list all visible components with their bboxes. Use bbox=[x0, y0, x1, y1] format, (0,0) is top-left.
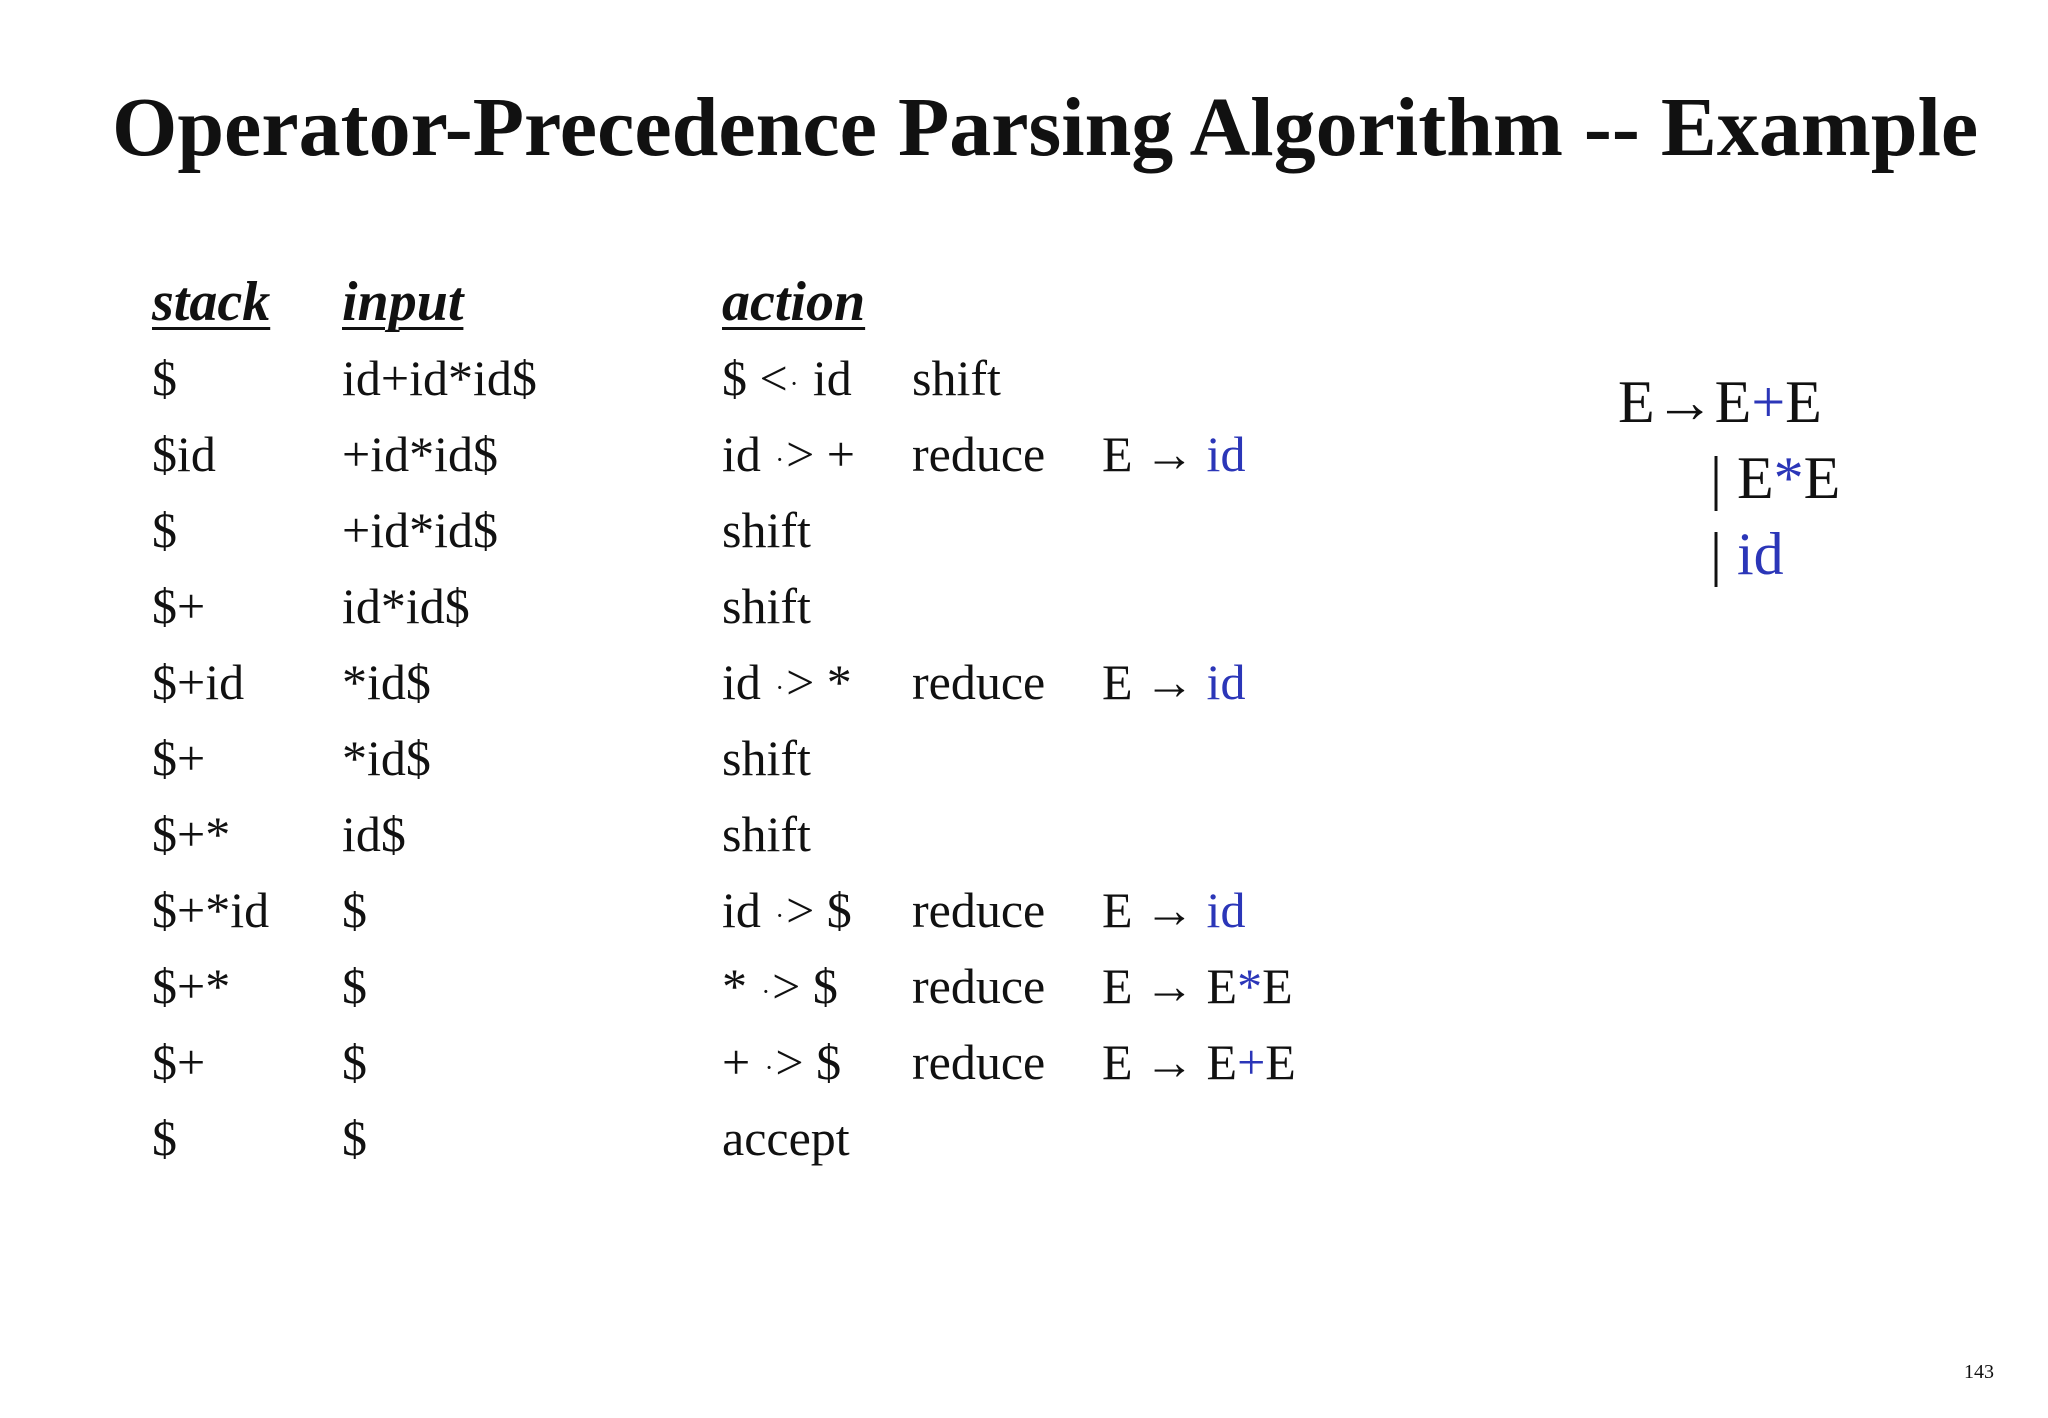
cell-input: id+id*id$ bbox=[342, 350, 537, 406]
cell-input: $ bbox=[342, 882, 367, 938]
table-row bbox=[152, 416, 1362, 492]
cell-input: id$ bbox=[342, 806, 406, 862]
relation-dot: · bbox=[764, 1053, 774, 1082]
table-row bbox=[152, 1024, 1362, 1100]
relation-operator: < bbox=[759, 350, 788, 406]
table-row bbox=[152, 872, 1362, 948]
grammar-symbol: E bbox=[1737, 445, 1774, 511]
relation-left: id bbox=[722, 654, 761, 710]
cell-relation bbox=[722, 1100, 912, 1176]
cell-stack: $+ bbox=[152, 1034, 206, 1090]
cell-action bbox=[912, 796, 1102, 872]
grammar-line bbox=[1618, 440, 1840, 516]
grammar-line bbox=[1618, 516, 1840, 592]
cell-input: $ bbox=[342, 1110, 367, 1166]
grammar-symbol: E bbox=[1785, 369, 1822, 435]
relation-dot: · bbox=[789, 369, 799, 398]
cell-relation bbox=[722, 948, 912, 1024]
relation-right: $ bbox=[816, 1034, 842, 1090]
production-lhs: E bbox=[1102, 426, 1133, 482]
cell-input: *id$ bbox=[342, 730, 431, 786]
relation-right: * bbox=[826, 654, 852, 710]
grammar-definition bbox=[1618, 364, 1840, 592]
production-lhs: E bbox=[1102, 958, 1133, 1014]
cell-stack: $ bbox=[152, 502, 177, 558]
cell-input: id*id$ bbox=[342, 578, 470, 634]
relation-dot: · bbox=[761, 977, 771, 1006]
cell-action bbox=[912, 1100, 1102, 1176]
relation-dot: · bbox=[775, 901, 785, 930]
grammar-symbol: E bbox=[1714, 369, 1752, 435]
production-lhs: E bbox=[1102, 654, 1133, 710]
table-row bbox=[152, 720, 1362, 796]
cell-action: reduce bbox=[912, 426, 1046, 482]
grammar-line bbox=[1618, 364, 1840, 440]
relation-left: shift bbox=[722, 806, 811, 862]
cell-relation bbox=[722, 720, 912, 796]
arrow-icon: → bbox=[1144, 958, 1195, 1014]
cell-input: $ bbox=[342, 1034, 367, 1090]
cell-production bbox=[1102, 796, 1362, 872]
relation-right: $ bbox=[812, 958, 838, 1014]
production-symbol: E bbox=[1262, 958, 1293, 1014]
production-symbol: E bbox=[1265, 1034, 1296, 1090]
cell-stack: $+* bbox=[152, 958, 231, 1014]
production-symbol: id bbox=[1206, 882, 1246, 938]
cell-production bbox=[1102, 416, 1362, 492]
table-row bbox=[152, 340, 1362, 416]
grammar-symbol: * bbox=[1773, 445, 1804, 511]
cell-input: +id*id$ bbox=[342, 426, 498, 482]
relation-right: id bbox=[812, 350, 852, 406]
cell-production bbox=[1102, 948, 1362, 1024]
grammar-symbol: | bbox=[1710, 521, 1738, 587]
relation-operator: > bbox=[786, 654, 815, 710]
production-symbol: id bbox=[1206, 426, 1246, 482]
header-spacer-2 bbox=[1102, 264, 1362, 340]
production-symbol: E bbox=[1206, 1034, 1238, 1090]
production-lhs: E bbox=[1102, 1034, 1133, 1090]
relation-left: shift bbox=[722, 502, 811, 558]
grammar-symbol: id bbox=[1737, 521, 1784, 587]
relation-left: id bbox=[722, 426, 761, 482]
cell-action bbox=[912, 568, 1102, 644]
header-action: action bbox=[722, 271, 866, 333]
cell-production bbox=[1102, 720, 1362, 796]
relation-left: + bbox=[722, 1034, 751, 1090]
relation-left: shift bbox=[722, 578, 811, 634]
cell-relation bbox=[722, 796, 912, 872]
grammar-symbol: E bbox=[1618, 369, 1655, 435]
production-symbol: id bbox=[1206, 654, 1246, 710]
header-stack: stack bbox=[152, 271, 271, 333]
cell-action bbox=[912, 492, 1102, 568]
cell-action bbox=[912, 720, 1102, 796]
cell-production bbox=[1102, 568, 1362, 644]
parse-trace-table bbox=[152, 264, 1362, 1176]
cell-stack: $+ bbox=[152, 730, 206, 786]
grammar-symbol: + bbox=[1751, 369, 1786, 435]
arrow-icon: → bbox=[1144, 426, 1195, 482]
cell-relation bbox=[722, 1024, 912, 1100]
cell-input: *id$ bbox=[342, 654, 431, 710]
table-header-row bbox=[152, 264, 1362, 340]
cell-relation bbox=[722, 416, 912, 492]
relation-left: id bbox=[722, 882, 761, 938]
relation-left: $ bbox=[722, 350, 747, 406]
cell-production bbox=[1102, 1024, 1362, 1100]
header-input: input bbox=[342, 271, 464, 333]
relation-operator: > bbox=[786, 882, 815, 938]
page-number: 143 bbox=[1964, 1361, 1994, 1383]
cell-production bbox=[1102, 340, 1362, 416]
table-row bbox=[152, 796, 1362, 872]
cell-stack: $+ bbox=[152, 578, 206, 634]
cell-stack: $id bbox=[152, 426, 216, 482]
relation-operator: > bbox=[775, 1034, 804, 1090]
arrow-icon: → bbox=[1144, 882, 1195, 938]
grammar-symbol: | bbox=[1710, 445, 1738, 511]
table-row bbox=[152, 948, 1362, 1024]
production-symbol: + bbox=[1237, 1034, 1266, 1090]
relation-right: + bbox=[826, 426, 855, 482]
table-row bbox=[152, 568, 1362, 644]
relation-dot: · bbox=[775, 445, 785, 474]
table-row bbox=[152, 492, 1362, 568]
production-symbol: * bbox=[1237, 958, 1263, 1014]
arrow-icon: → bbox=[1144, 654, 1195, 710]
table-row bbox=[152, 1100, 1362, 1176]
cell-relation bbox=[722, 872, 912, 948]
cell-relation bbox=[722, 492, 912, 568]
cell-production bbox=[1102, 872, 1362, 948]
relation-operator: > bbox=[772, 958, 801, 1014]
relation-left: accept bbox=[722, 1110, 850, 1166]
cell-action: reduce bbox=[912, 958, 1046, 1014]
cell-production bbox=[1102, 1100, 1362, 1176]
table-row bbox=[152, 644, 1362, 720]
cell-stack: $+id bbox=[152, 654, 245, 710]
production-lhs: E bbox=[1102, 882, 1133, 938]
cell-input: +id*id$ bbox=[342, 502, 498, 558]
cell-stack: $+* bbox=[152, 806, 231, 862]
arrow-icon: → bbox=[1144, 1034, 1195, 1090]
cell-relation bbox=[722, 340, 912, 416]
grammar-symbol: E bbox=[1803, 445, 1841, 511]
cell-production bbox=[1102, 492, 1362, 568]
table-body bbox=[152, 340, 1362, 1176]
cell-relation bbox=[722, 568, 912, 644]
relation-operator: > bbox=[786, 426, 815, 482]
cell-action: reduce bbox=[912, 882, 1046, 938]
cell-action: shift bbox=[912, 350, 1001, 406]
cell-relation bbox=[722, 644, 912, 720]
cell-stack: $+*id bbox=[152, 882, 270, 938]
production-symbol: E bbox=[1206, 958, 1238, 1014]
cell-production bbox=[1102, 644, 1362, 720]
slide-title: Operator-Precedence Parsing Algorithm -- Example bbox=[112, 81, 1979, 174]
relation-left: shift bbox=[722, 730, 811, 786]
relation-dot: · bbox=[775, 673, 785, 702]
cell-stack: $ bbox=[152, 350, 177, 406]
cell-action: reduce bbox=[912, 1034, 1046, 1090]
cell-input: $ bbox=[342, 958, 367, 1014]
header-spacer bbox=[912, 264, 1102, 340]
cell-action: reduce bbox=[912, 654, 1046, 710]
relation-right: $ bbox=[826, 882, 852, 938]
cell-stack: $ bbox=[152, 1110, 177, 1166]
arrow-icon: → bbox=[1654, 369, 1715, 435]
relation-left: * bbox=[722, 958, 747, 1014]
